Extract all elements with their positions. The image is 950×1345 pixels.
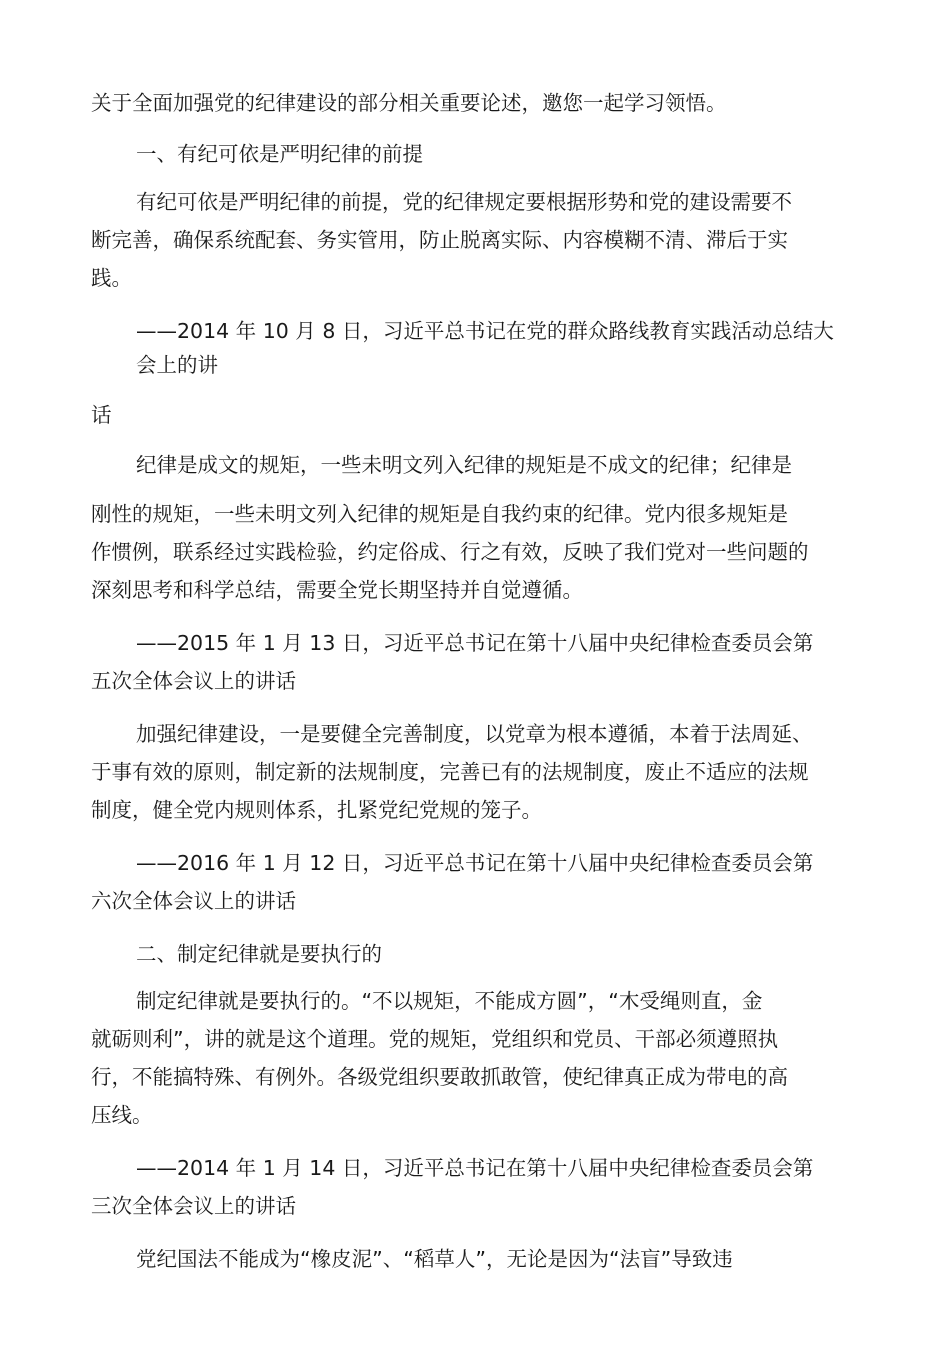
paragraph-line: 作惯例，联系经过实践检验，约定俗成、行之有效，反映了我们党对一些问题的 (91, 540, 809, 564)
paragraph-line: 就砺则利”，讲的就是这个道理。党的规矩，党组织和党员、干部必须遵照执 (91, 1027, 779, 1051)
paragraph-line: 制度，健全党内规则体系，扎紧党纪党规的笼子。 (91, 798, 542, 822)
intro-line: 关于全面加强党的纪律建设的部分相关重要论述，邀您一起学习领悟。 (91, 91, 727, 115)
paragraph-line: 党纪国法不能成为“橡皮泥”、“稻草人”，无论是因为“法盲”导致违 (136, 1247, 733, 1271)
section-heading-2: 二、制定纪律就是要执行的 (136, 942, 382, 966)
paragraph-line: 断完善，确保系统配套、务实管用，防止脱离实际、内容模糊不清、滞后于实 (91, 228, 788, 252)
citation-line: ——2015 年 1 月 13 日，习近平总书记在第十八届中央纪律检查委员会第 (136, 631, 814, 655)
paragraph-line: 深刻思考和科学总结，需要全党长期坚持并自觉遵循。 (91, 578, 583, 602)
citation-line: 三次全体会议上的讲话 (91, 1194, 296, 1218)
citation-line: 六次全体会议上的讲话 (91, 889, 296, 913)
section-heading-1: 一、有纪可依是严明纪律的前提 (136, 142, 423, 166)
paragraph-line: 有纪可依是严明纪律的前提，党的纪律规定要根据形势和党的建设需要不 (136, 190, 792, 214)
paragraph-line: 制定纪律就是要执行的。“不以规矩，不能成方圆”，“木受绳则直，金 (136, 989, 763, 1013)
paragraph-line: 于事有效的原则，制定新的法规制度，完善已有的法规制度，废止不适应的法规 (91, 760, 809, 784)
citation-line: 会上的讲 (136, 353, 218, 377)
citation-line: 五次全体会议上的讲话 (91, 669, 296, 693)
paragraph-line: 践。 (91, 266, 132, 290)
paragraph-line: 加强纪律建设，一是要健全完善制度，以党章为根本遵循，本着于法周延、 (136, 722, 813, 746)
citation-line: ——2014 年 10 月 8 日，习近平总书记在党的群众路线教育实践活动总结大 (136, 319, 834, 343)
paragraph-line: 压线。 (91, 1103, 153, 1127)
paragraph-line: 行，不能搞特殊、有例外。各级党组织要敢抓敢管，使纪律真正成为带电的高 (91, 1065, 788, 1089)
citation-line: ——2014 年 1 月 14 日，习近平总书记在第十八届中央纪律检查委员会第 (136, 1156, 814, 1180)
citation-line: ——2016 年 1 月 12 日，习近平总书记在第十八届中央纪律检查委员会第 (136, 851, 814, 875)
paragraph-line: 刚性的规矩，一些未明文列入纪律的规矩是自我约束的纪律。党内很多规矩是 (91, 502, 788, 526)
citation-line: 话 (91, 403, 112, 427)
paragraph-line: 纪律是成文的规矩，一些未明文列入纪律的规矩是不成文的纪律；纪律是 (136, 453, 792, 477)
